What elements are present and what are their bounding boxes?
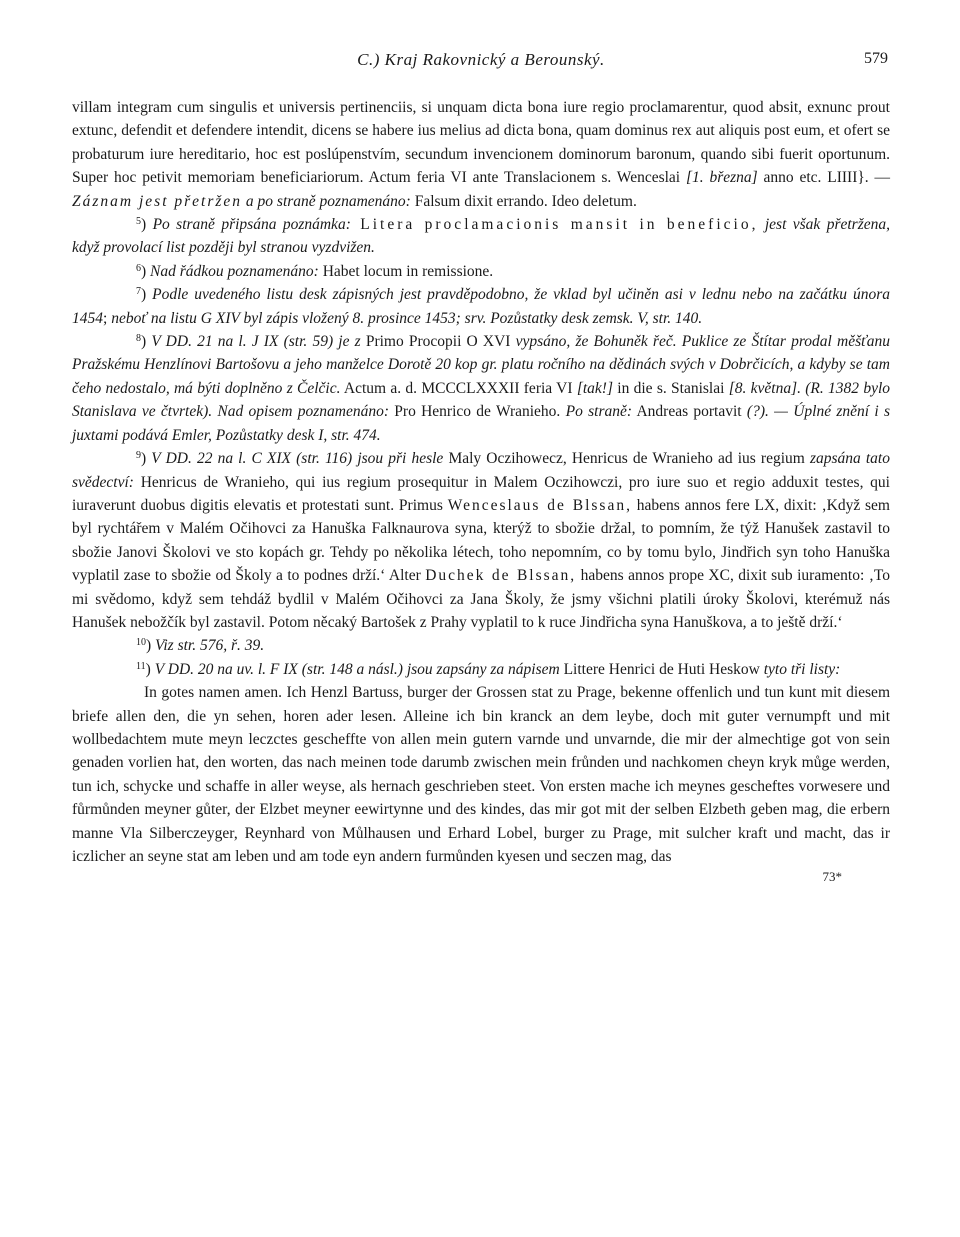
paragraph-main	[72, 96, 890, 213]
signature-mark: 73*	[822, 869, 842, 885]
text-run: [tak!]	[576, 379, 613, 397]
text-run: Pro Henrico de Wranieho.	[389, 403, 566, 421]
text-run: Po straně:	[565, 403, 633, 421]
footnote-number: 10	[136, 637, 146, 649]
text-run: jest však přetržena, když provolací list později byl stranou vyzdvižen.	[72, 216, 890, 257]
text-run: a po straně poznamenáno:	[242, 192, 411, 210]
footnote-5: $^5$) Po straně připsána poznámka: Litera proclamacionis mansit in beneficio, jest však přetržena, když provolací list později byl stranou vyzdvižen.	[72, 216, 890, 257]
text-run: villam integram cum singulis et universis pertinenciis, si unquam dicta bona iure regio proclamarentur, quod absit, exnunc prout extunc, defendit et defendere intendit, dicens se habere ius melius ad dicta bona, quam dominus rex aut aliquis post eum, et ofert se probaturum iure hereditario, hoc est poslúpenstvím, secundum invencionem dominorum baronum, quando sibi fuerit oportunum. Super hoc petivit memoriam beneficiariorum. Actum feria VI ante Translacionem s. Wenceslai	[72, 99, 890, 187]
text-run: Littere Henrici de Huti Heskow	[559, 660, 764, 678]
text-run: vypsáno, že Bohuněk řeč. Puklice ze Štítar prodal měšťanu Pražskému Henzlínovi Bartošovu a jeho manželce Dorotě 20 kop gr. platu ročního na dědinách svých v Dobrčicích, a kdyby se tam čeho nedostalo, má býti doplněno z Čelčic.	[72, 333, 890, 397]
text-run: Henricus de Wranieho, qui ius regium prosequitur in Malem Oczihowczi, pro iure suo et regio adduxit testes, qui iuraverunt duobus digitis elevatis et protestati sunt. Primus	[72, 473, 890, 514]
text-run: Maly Oczihowecz, Henricus de Wranieho ad ius regium	[443, 450, 810, 468]
footnote-9: $^9$) V DD. 22 na l. C XIX (str. 116) jsou při hesle Maly Oczihowecz, Henricus de Wranieho ad ius regium zapsána tato svědectví: Henricus de Wranieho, qui ius regium prosequitur in Malem Oczihowczi, pro iure suo et regio adduxit testes, qui iuraverunt duobus digitis elevatis et protestati sunt. Primus Wenceslaus de Blssan, habens annos fere LX, dixit: ‚Když sem byl rychtářem v Malém Očihovci za Hanuška Falknaurova syna, kterýž to sbožie držal, to pomním, že týž Hanušek zastavil to sbožie Janovi Školovi ve sto kopách gr. Tehdy po několika létech, toho nepomním, co by tomu bylo, Jindřich syn toho Hanuška vyplatil zase to sbožie od Školy a to podnes drží.‘ Alter Duchek de Blssan, habens annos prope XC, dixit sub iuramento: ‚To mi svědomo, když sem tehdáž bydlil v Malém Očihovci za Jana Školy, že jsmy všichni platili úroky Školovi, kterémuž nás Hanušek nebožčík byl zastavil. Potom něcaký Bartošek z Prahy vyplatil to k ruce Jindřicha syna Hanuškova, a to ještě drží.‘	[72, 450, 891, 631]
text-run: Habet locum in remissione.	[318, 262, 494, 280]
running-title: C.) Kraj Rakovnický a Berounský.	[357, 50, 605, 69]
footnote-number: 11	[136, 660, 146, 672]
text-run: Andreas portavit	[632, 403, 747, 421]
footnote-8: $^8$) V DD. 21 na l. J IX (str. 59) je z Primo Procopii O XVI vypsáno, že Bohuněk řeč. Puklice ze Štítar prodal měšťanu Pražskému Henzlínovi Bartošovu a jeho manželce Dorotě 20 kop gr. platu ročního na dědinách svých v Dobrčicích, a kdyby se tam čeho nedostalo, má býti doplněno z Čelčic. Actum a. d. MCCCLXXXII feria VI [tak!] in die s. Stanislai [8. května]. (R. 1382 bylo Stanislava ve čtvrtek). Nad opisem poznamenáno: Pro Henrico de Wranieho. Po straně: Andreas portavit (?). — Úplné znění i s juxtami podává Emler, Pozůstatky desk I, str. 474.	[72, 333, 891, 444]
footnote-11: $^{11}$) V DD. 20 na uv. l. F IX (str. 148 a násl.) jsou zapsány za nápisem Littere Henrici de Huti Heskow tyto tři listy:	[136, 660, 841, 678]
footnote-10: $^{10}$) Viz str. 576, ř. 39.	[136, 637, 265, 655]
footnote-7: $^7$) Podle uvedeného listu desk zápisných jest pravděpodobno, že vklad byl učiněn asi v lednu nebo na začátku února 1454; neboť na listu G XIV byl zápis vložený 8. prosince 1453; srv. Pozůstatky desk zemsk. V, str. 140.	[72, 286, 890, 327]
text-run: Záznam jest přetržen	[72, 192, 243, 210]
text-run: habens annos prope XC, dixit sub iuramento: ‚To mi svědomo, když sem tehdáž bydlil v Malém Očihovci za Jana Školy, že jsmy všichni platili úroky Školovi, kterémuž nás Hanušek nebožčík byl zastavil. Potom něcaký Bartošek z Prahy vyplatil to k ruce Jindřicha syna Hanuškova, a to ještě drží.‘	[72, 567, 891, 631]
page-number: 579	[864, 50, 888, 67]
text-run: [8. května]. (R. 1382 bylo Stanislava ve čtvrtek). Nad opisem poznamenáno:	[72, 379, 891, 421]
text-run: zapsána tato svědectví:	[72, 450, 890, 491]
text-run: tyto tři listy:	[763, 660, 841, 678]
footnote-number: 7	[136, 286, 141, 298]
page-header	[72, 50, 890, 80]
text-run: ;	[103, 309, 112, 327]
text-run: Litera proclamacionis mansit in beneficio,	[350, 216, 759, 234]
text-run: Duchek de Blssan,	[425, 567, 577, 585]
text-run: V DD. 20 na uv. l. F IX (str. 148 a násl.) jsou zapsány za nápisem	[154, 660, 560, 678]
text-run: Nad řádkou poznamenáno:	[150, 262, 319, 280]
footnote-number: 8	[136, 333, 141, 345]
text-run: [1. března]	[685, 169, 758, 187]
text-run: in die s. Stanislai	[612, 379, 729, 397]
text-run: Wenceslaus de Blssan,	[447, 496, 632, 514]
page-body	[72, 96, 890, 886]
text-run: (?). — Úplné znění i s juxtami podává Emler, Pozůstatky desk I, str. 474.	[72, 403, 891, 444]
footnote-number: 9	[136, 450, 141, 462]
footnote-number: 6	[136, 262, 141, 274]
footnote-number: 5	[136, 216, 141, 228]
text-run: V DD. 22 na l. C XIX (str. 116) jsou při hesle	[151, 450, 444, 468]
text-run: Podle uvedeného listu desk zápisných jest pravděpodobno, že vklad byl učiněn asi v lednu nebo na začátku února 1454	[72, 286, 890, 327]
text-run: habens annos fere LX, dixit: ‚Když sem byl rychtářem v Malém Očihovci za Hanuška Falknaurova syna, kterýž to sbožie držal, to pomním, že týž Hanušek zastavil to sbožie Janovi Školovi ve sto kopách gr. Tehdy po několika létech, toho nepomním, co by tomu bylo, Jindřich syn toho Hanuška vyplatil zase to sbožie od Školy a to podnes drží.‘ Alter	[72, 496, 890, 585]
text-run: neboť na listu G XIV byl zápis vložený 8. prosince 1453; srv. Pozůstatky desk zemsk. V, str. 140.	[111, 309, 703, 327]
text-run: Falsum dixit errando. Ideo deletum.	[410, 192, 637, 210]
text-run: Viz str. 576, ř. 39.	[155, 637, 265, 655]
text-run: Primo Procopii O XVI	[360, 333, 516, 351]
text-run: V DD. 21 na l. J IX (str. 59) je z	[151, 333, 361, 351]
letter-text: In gotes namen amen. Ich Henzl Bartuss, burger der Grossen stat zu Prage, bekenne offenlich und tun kunt mit diesem briefe allen den, die yn sehen, horen ader lesen. Alleine ich bin kranck an dem leybe, doch mit guter vernumpft und mit wollbedachtem mute meyn leczctes gescheffte von allen mein gutern varnde und unvarnde, die mir der almechtige got von sein genaden vorlien hat, den worten, das nach meinen tode darumb zwischen mein frůnden und nachkomen cheyn kryk můge werden, tun ich, schycke und schaffe in aller weyse, als hernach geschrieben steet. Von ersten mache ich meynes gescheftes vorwesere und fůrmůnden meyner gůter, der Elzbet meyner eewirtynne und des kindes, das mir got mit der selben Elzbeth geben mag, die erbern manne Vla Silberczeyger, Reynhard von Můlhausen und Erhard Lobel, burger zu Prage, mit sulcher kraft und macht, das ir iczlicher an seyne stat am leben und am tode eyn andern furmůnden kyesen und seczen mag, das	[72, 684, 890, 865]
footnote-6: $^6$) Nad řádkou poznamenáno: Habet locum in remissione.	[136, 262, 494, 280]
page	[72, 50, 890, 886]
text-run: Actum a. d. MCCCLXXXII feria VI	[340, 379, 577, 397]
text-run: Po straně připsána poznámka:	[152, 216, 351, 234]
text-run: anno etc. LIIII}. —	[757, 169, 890, 187]
